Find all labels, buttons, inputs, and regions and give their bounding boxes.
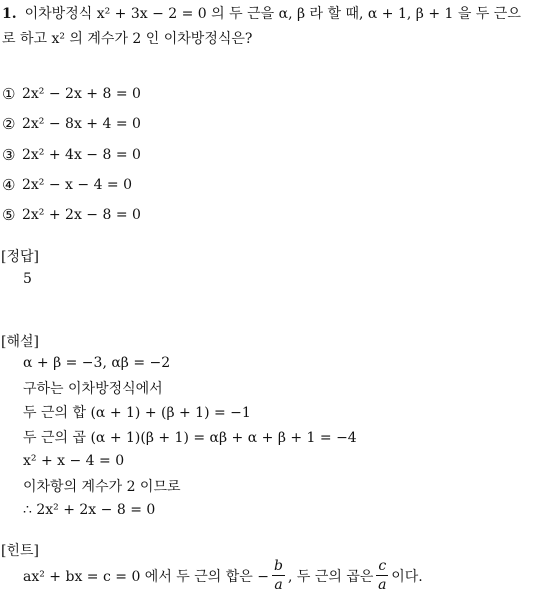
choice-text: 2x² − 8x + 4 = 0 xyxy=(22,116,141,133)
question xyxy=(2,2,528,52)
answer-title: [정답] xyxy=(1,249,39,265)
fraction-b-over-a xyxy=(272,557,285,594)
hint-text-2: , 두 근의 곱은 xyxy=(287,568,374,585)
fraction-numerator: b xyxy=(274,558,283,574)
fraction-c-over-a xyxy=(376,557,388,594)
choice-mark: ③ xyxy=(2,145,16,164)
solution-line: ∴ 2x² + 2x − 8 = 0 xyxy=(23,502,156,519)
choice-mark: ④ xyxy=(2,176,16,195)
solution-line: 구하는 이차방정식에서 xyxy=(23,380,163,397)
choice-4[interactable] xyxy=(2,170,141,200)
choice-mark: ⑤ xyxy=(2,206,16,225)
solution-line: 두 근의 곱 (α + 1)(β + 1) = αβ + α + β + 1 = −4 xyxy=(23,429,357,446)
choice-3[interactable] xyxy=(2,140,141,170)
hint-text-3: 이다. xyxy=(391,568,423,585)
choice-5[interactable] xyxy=(2,200,141,230)
fraction-numerator: c xyxy=(378,558,387,574)
solution-body xyxy=(23,351,357,523)
choice-text: 2x² + 2x − 8 = 0 xyxy=(22,207,141,224)
answer-value: 5 xyxy=(23,271,32,287)
solution-title: [해설] xyxy=(1,334,39,350)
choice-mark: ② xyxy=(2,115,16,134)
choice-1[interactable] xyxy=(2,79,141,109)
question-number: 1. xyxy=(2,6,17,22)
question-text: 이차방정식 x² + 3x − 2 = 0 의 두 근을 α, β 라 할 때, α + 1, β + 1 을 두 근으로 하고 x² 의 계수가 2 인 이차방정식은? xyxy=(2,6,521,47)
choice-text: 2x² − x − 4 = 0 xyxy=(22,177,133,194)
solution-line: 두 근의 합 (α + 1) + (β + 1) = −1 xyxy=(23,405,251,422)
fraction-denominator: a xyxy=(378,577,387,593)
choice-mark: ① xyxy=(2,85,16,104)
solution-line: x² + x − 4 = 0 xyxy=(23,453,125,470)
solution-line: 이차항의 계수가 2 이므로 xyxy=(23,478,181,495)
solution-line: α + β = −3, αβ = −2 xyxy=(23,355,171,372)
hint-text-1: ax² + bx = c = 0 에서 두 근의 합은 − xyxy=(23,568,270,585)
choice-list xyxy=(2,79,141,230)
choice-text: 2x² − 2x + 8 = 0 xyxy=(22,86,141,103)
fraction-denominator: a xyxy=(274,577,283,593)
choice-text: 2x² + 4x − 8 = 0 xyxy=(22,146,141,163)
choice-2[interactable] xyxy=(2,109,141,139)
hint-body xyxy=(23,557,423,594)
hint-title: [힌트] xyxy=(1,543,39,559)
